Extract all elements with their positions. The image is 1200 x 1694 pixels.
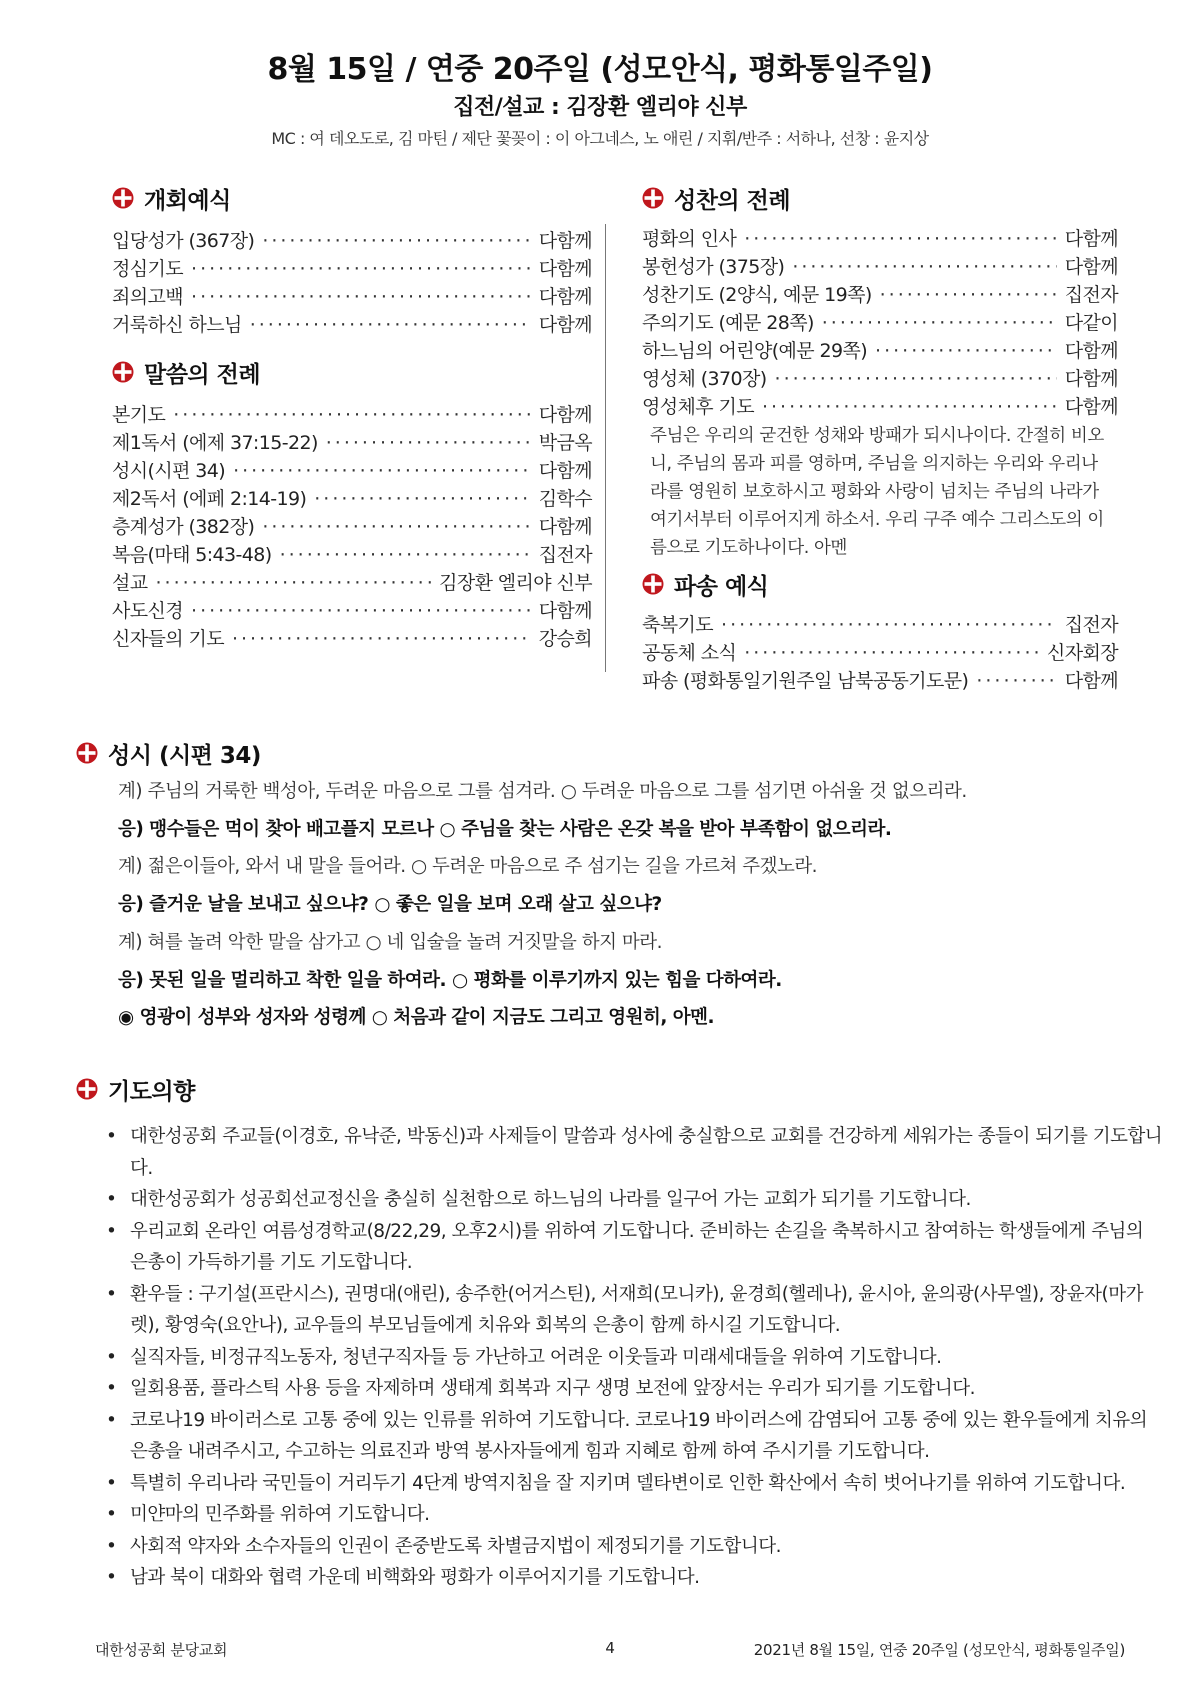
leader-dots [191, 258, 531, 280]
order-role: 집전자 [538, 544, 592, 566]
cross-icon [112, 187, 134, 209]
order-row [112, 456, 592, 484]
psalm-doxology: ◉ 영광이 성부와 성자와 성령께 ○ 처음과 같이 지금도 그리고 영원히, 아멘. [118, 1007, 715, 1029]
leader-dots [822, 312, 1057, 334]
list-item: • 대한성공회 주교들(이경호, 유낙준, 박동신)과 사제들이 말씀과 성사에 충실함으로 교회를 건강하게 세워가는 종들이 되기를 기도합니다. [130, 1121, 1166, 1184]
leader-dots [792, 256, 1056, 278]
list-item: • 실직자들, 비정규직노동자, 청년구직자들 등 가난하고 어려운 이웃들과 미래세대들을 위하여 기도합니다. [130, 1342, 1166, 1374]
order-row [112, 512, 592, 540]
psalm-verse: 계) 젊은이들아, 와서 내 말을 들어라. ○ 두려운 마음으로 주 섬기는 길을 가르쳐 주겠노라. [118, 856, 818, 878]
order-row [642, 280, 1118, 308]
order-role: 다함께 [1064, 368, 1118, 390]
order-item: 파송 (평화통일기원주일 남북공동기도문) [642, 670, 969, 692]
order-item: 본기도 [112, 404, 166, 426]
cross-icon [76, 1078, 98, 1100]
order-item: 설교 [112, 572, 148, 594]
post-communion-prayer: 주님은 우리의 굳건한 성채와 방패가 되시나이다. 간절히 비오니, 주님의 몸과 피를 영하며, 주님을 의지하는 우리와 우리나라를 영원히 보호하시고 평화와 사랑이 넘치는 주님의 나라가 여기서부터 이루어지게 하소서. 우리 구주 예수 그리스도의 이름으로 기도하나이다. 아멘 [650, 426, 1104, 558]
cross-icon [76, 742, 98, 764]
cross-icon [112, 361, 134, 383]
leader-dots [762, 396, 1057, 418]
order-item: 봉헌성가 (375장) [642, 256, 785, 278]
leader-dots [976, 670, 1056, 692]
leader-dots [314, 488, 530, 510]
order-role: 강승희 [538, 628, 592, 650]
order-item: 성찬기도 (2양식, 예문 19쪽) [642, 284, 872, 306]
order-row [642, 308, 1118, 336]
section-heading-text: 기도의향 [108, 1078, 195, 1105]
officiant: 집전/설교 : 김장환 엘리야 신부 [453, 95, 747, 120]
order-role: 김학수 [538, 488, 592, 510]
order-item: 영성체 (370장) [642, 368, 767, 390]
order-item: 하느님의 어린양(예문 29쪽) [642, 340, 868, 362]
order-role: 다함께 [538, 460, 592, 482]
leader-dots [744, 228, 1057, 250]
footer-church: 대한성공회 분당교회 [95, 1641, 228, 1659]
order-role: 다함께 [538, 516, 592, 538]
order-item: 영성체후 기도 [642, 396, 754, 418]
order-item: 입당성가 (367장) [112, 230, 255, 252]
psalm-verse: 계) 주님의 거룩한 백성아, 두려운 마음으로 그를 섬겨라. ○ 두려운 마음으로 그를 섬기면 아쉬울 것 없으리라. [118, 781, 967, 802]
order-role: 다함께 [1064, 670, 1118, 692]
page-footer [95, 1639, 1125, 1663]
order-row [112, 254, 592, 282]
section-dismissal-heading [642, 564, 1118, 604]
order-item: 복음(마태 5:43-48) [112, 544, 272, 566]
order-row [642, 610, 1118, 638]
order-row [112, 400, 592, 428]
order-item: 제1독서 (에제 37:15-22) [112, 432, 318, 454]
order-row [642, 392, 1118, 420]
section-word-heading [112, 352, 592, 392]
leader-dots [262, 230, 530, 252]
list-item: • 특별히 우리나라 국민들이 거리두기 4단계 방역지침을 잘 지키며 델타변이로 인한 확산에서 속히 벗어나기를 위하여 기도합니다. [130, 1468, 1166, 1500]
page-number: 4 [605, 1639, 615, 1657]
psalm-response: 응) 즐거운 날을 보내고 싶으냐? ○ 좋은 일을 보며 오래 살고 싶으냐? [118, 894, 662, 916]
order-row [112, 310, 592, 338]
leader-dots [744, 642, 1039, 664]
order-item: 축복기도 [642, 614, 714, 636]
leader-dots [326, 432, 531, 454]
intentions-heading [76, 1069, 1166, 1109]
prayer-intentions [76, 1069, 1166, 1594]
right-column [642, 178, 1118, 694]
order-item: 주의기도 (예문 28쪽) [642, 312, 814, 334]
leader-dots [156, 572, 432, 594]
cross-icon [642, 187, 664, 209]
order-item: 정심기도 [112, 258, 184, 280]
section-heading-text: 개회예식 [144, 187, 231, 214]
order-role: 다함께 [1064, 256, 1118, 278]
bulletin-header [0, 50, 1200, 152]
list-item: • 대한성공회가 성공회선교정신을 충실히 실천함으로 하느님의 나라를 일구어 가는 교회가 되기를 기도합니다. [130, 1184, 1166, 1216]
leader-dots [875, 340, 1057, 362]
leader-dots [250, 314, 531, 336]
order-row [642, 666, 1118, 694]
order-item: 층계성가 (382장) [112, 516, 255, 538]
order-row [642, 252, 1118, 280]
cross-icon [642, 573, 664, 595]
leader-dots [880, 284, 1057, 306]
section-heading-text: 성찬의 전례 [674, 187, 791, 214]
order-row [112, 624, 592, 652]
page-title: 8월 15일 / 연중 20주일 (성모안식, 평화통일주일) [267, 52, 933, 87]
order-item: 성시(시편 34) [112, 460, 226, 482]
ministers-line: MC : 여 데오도로, 김 마틴 / 제단 꽃꽂이 : 이 아그네스, 노 애린 / 지휘/반주 : 서하나, 선창 : 윤지상 [271, 129, 929, 148]
section-heading-text: 성시 (시편 34) [108, 742, 261, 769]
order-row [112, 484, 592, 512]
list-item: • 우리교회 온라인 여름성경학교(8/22,29, 오후2시)를 위하여 기도합니다. 준비하는 손길을 축복하시고 참여하는 학생들에게 주님의 은총이 가득하기를 기도 기도합니다. [130, 1216, 1166, 1279]
leader-dots [191, 286, 531, 308]
leader-dots [721, 614, 1057, 636]
order-role: 다함께 [538, 314, 592, 336]
leader-dots [173, 404, 530, 426]
order-role: 집전자 [1064, 614, 1118, 636]
order-row [112, 428, 592, 456]
order-role: 김장환 엘리야 신부 [439, 572, 592, 594]
order-item: 평화의 인사 [642, 228, 737, 250]
order-item: 신자들의 기도 [112, 628, 224, 650]
section-heading-text: 파송 예식 [674, 573, 769, 600]
leader-dots [280, 544, 531, 566]
order-row [642, 364, 1118, 392]
psalm-verse: 계) 혀를 놀려 악한 말을 삼가고 ○ 네 입술을 놀려 거짓말을 하지 마라. [118, 931, 662, 953]
list-item: • 남과 북이 대화와 협력 가운데 비핵화와 평화가 이루어지기를 기도합니다. [130, 1562, 1166, 1594]
order-role: 다함께 [538, 258, 592, 280]
order-row [642, 336, 1118, 364]
order-item: 공동체 소식 [642, 642, 737, 664]
order-role: 다함께 [538, 286, 592, 308]
list-item: • 코로나19 바이러스로 고통 중에 있는 인류를 위하여 기도합니다. 코로나19 바이러스에 감염되어 고통 중에 있는 환우들에게 치유의 은총을 내려주시고, 수고하는 의료진과 방역 봉사자들에게 힘과 지혜로 함께 하여 주시기를 기도합니다. [130, 1405, 1166, 1468]
section-opening-heading [112, 178, 592, 218]
order-role: 박금옥 [538, 432, 592, 454]
psalm-heading [76, 733, 1156, 773]
order-role: 다함께 [1064, 396, 1118, 418]
psalm-response: 응) 못된 일을 멀리하고 착한 일을 하여라. ○ 평화를 이루기까지 있는 힘을 다하여라. [118, 969, 782, 991]
leader-dots [775, 368, 1057, 390]
order-row [112, 226, 592, 254]
column-divider [605, 224, 606, 672]
order-role: 다함께 [1064, 340, 1118, 362]
list-item: • 일회용품, 플라스틱 사용 등을 자제하며 생태계 회복과 지구 생명 보전에 앞장서는 우리가 되기를 기도합니다. [130, 1373, 1166, 1405]
section-heading-text: 말씀의 전례 [144, 361, 261, 388]
order-item: 제2독서 (에페 2:14-19) [112, 488, 307, 510]
order-role: 다함께 [538, 230, 592, 252]
order-role: 다함께 [538, 404, 592, 426]
order-row [642, 638, 1118, 666]
section-eucharist-heading [642, 178, 1118, 218]
leader-dots [232, 628, 531, 650]
order-row [642, 224, 1118, 252]
list-item: • 미얀마의 민주화를 위하여 기도합니다. [130, 1499, 1166, 1531]
order-row [112, 568, 592, 596]
intentions-list [76, 1121, 1166, 1594]
leader-dots [262, 516, 530, 538]
footer-date: 2021년 8월 15일, 연중 20주일 (성모안식, 평화통일주일) [753, 1641, 1125, 1659]
order-role: 다함께 [1064, 228, 1118, 250]
order-item: 거룩하신 하느님 [112, 314, 242, 336]
order-role: 집전자 [1064, 284, 1118, 306]
order-item: 죄의고백 [112, 286, 184, 308]
psalm-section [76, 733, 1156, 1037]
order-role: 신자회장 [1046, 642, 1118, 664]
list-item: • 환우들 : 구기설(프란시스), 권명대(애린), 송주한(어거스틴), 서재희(모니카), 윤경희(헬레나), 윤시아, 윤의광(사무엘), 장윤자(마가렛), 황영숙(요안나), 교우들의 부모님들에게 치유와 회복의 은총이 함께 하시길 기도합니다. [130, 1279, 1166, 1342]
list-item: • 사회적 약자와 소수자들의 인권이 존중받도록 차별금지법이 제정되기를 기도합니다. [130, 1531, 1166, 1563]
leader-dots [191, 600, 531, 622]
order-row [112, 540, 592, 568]
order-item: 사도신경 [112, 600, 184, 622]
order-row [112, 596, 592, 624]
order-row [112, 282, 592, 310]
order-role: 다같이 [1064, 312, 1118, 334]
order-role: 다함께 [538, 600, 592, 622]
psalm-response: 응) 맹수들은 먹이 찾아 배고플지 모르나 ○ 주님을 찾는 사람은 온갖 복을 받아 부족함이 없으리라. [118, 818, 892, 840]
left-column [112, 178, 592, 652]
leader-dots [233, 460, 531, 482]
